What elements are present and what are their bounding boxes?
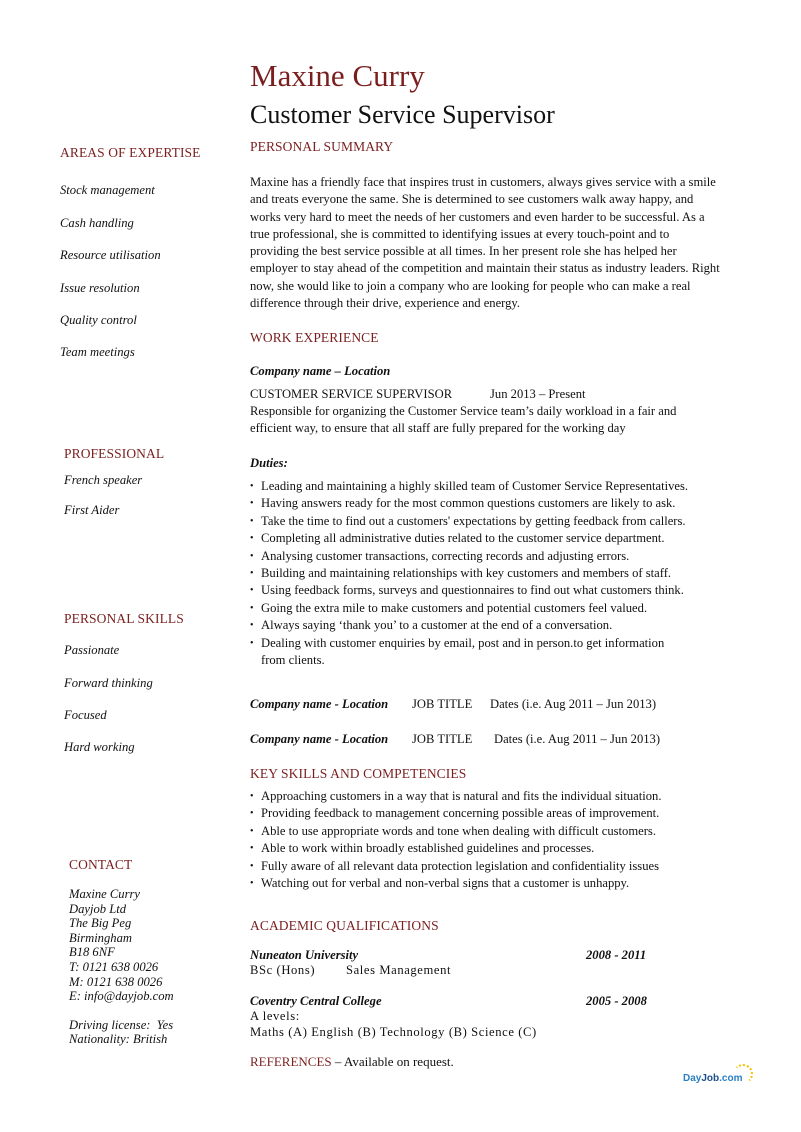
current-role: CUSTOMER SERVICE SUPERVISOR: [250, 387, 453, 401]
school-years: 2008 - 2011: [586, 948, 647, 962]
sun-icon: [733, 1064, 753, 1084]
expertise-item: Team meetings: [60, 345, 135, 359]
key-skills-list: [250, 788, 725, 892]
skill-item: Forward thinking: [64, 676, 153, 690]
references: [250, 1054, 454, 1070]
prev-dates: Dates (i.e. Aug 2011 – Jun 2013): [494, 732, 661, 746]
prev-title: JOB TITLE: [412, 697, 473, 711]
skill-item: Passionate: [64, 643, 120, 657]
contact-details: [69, 887, 174, 1047]
degree: BSc (Hons): [250, 963, 316, 977]
current-company: Company name – Location: [250, 364, 391, 378]
expertise-item: Issue resolution: [60, 281, 140, 295]
logo-job: Job: [701, 1073, 720, 1084]
key-skill-item: • Approaching customers in a way that is natural and fits the individual situation.: [250, 788, 725, 805]
a-levels-label: A levels:: [250, 1009, 300, 1023]
duty-item: • Completing all administrative duties related to the customer service department.: [250, 530, 725, 547]
references-heading: REFERENCES: [250, 1054, 332, 1069]
prev-dates: Dates (i.e. Aug 2011 – Jun 2013): [490, 697, 657, 711]
duty-item: • Analysing customer transactions, correcting records and adjusting errors.: [250, 548, 725, 565]
school-years: 2005 - 2008: [586, 994, 647, 1008]
key-skill-item: • Able to use appropriate words and tone when dealing with difficult customers.: [250, 823, 725, 840]
school-name: Nuneaton University: [250, 948, 359, 962]
expertise-heading: AREAS OF EXPERTISE: [60, 145, 201, 160]
contact-address: The Big Peg: [69, 916, 132, 931]
contact-heading: CONTACT: [69, 857, 133, 872]
expertise-item: Stock management: [60, 183, 155, 197]
duty-item: • Dealing with customer enquiries by email, post and in person.to get information from clients.: [250, 635, 691, 670]
contact-name: Maxine Curry: [69, 887, 140, 901]
contact-city: Birmingham: [69, 930, 132, 945]
degree-subject: Sales Management: [346, 963, 452, 977]
a-levels-grades: Maths (A) English (B) Technology (B) Science (C): [250, 1025, 537, 1039]
personal-skills-heading: PERSONAL SKILLS: [64, 611, 184, 626]
academic-heading: ACADEMIC QUALIFICATIONS: [250, 918, 439, 933]
contact-phone: T: 0121 638 0026: [69, 959, 159, 974]
professional-heading: PROFESSIONAL: [64, 446, 165, 461]
duties-list: [250, 478, 725, 669]
duty-item: • Leading and maintaining a highly skilled team of Customer Service Representatives.: [250, 478, 725, 495]
expertise-item: Quality control: [60, 313, 137, 327]
candidate-name: Maxine Curry: [250, 58, 425, 93]
key-skill-item: • Providing feedback to management concerning possible areas of improvement.: [250, 805, 725, 822]
duty-item: • Building and maintaining relationships with key customers and members of staff.: [250, 565, 725, 582]
nationality: Nationality: British: [69, 1032, 168, 1047]
professional-item: First Aider: [64, 503, 120, 517]
contact-company: Dayjob Ltd: [69, 901, 127, 916]
duty-item: • Take the time to find out a customers' expectations by getting feedback from callers.: [250, 513, 725, 530]
duty-item: • Having answers ready for the most common questions customers are likely to ask.: [250, 495, 725, 512]
duties-label: Duties:: [250, 456, 288, 470]
skill-item: Hard working: [64, 740, 135, 754]
duty-item: • Always saying ‘thank you’ to a customer at the end of a conversation.: [250, 617, 725, 634]
expertise-item: Cash handling: [60, 216, 134, 230]
work-heading: WORK EXPERIENCE: [250, 330, 379, 345]
references-text: – Available on request.: [331, 1054, 454, 1069]
key-skill-item: • Watching out for verbal and non-verbal signs that a customer is unhappy.: [250, 875, 725, 892]
summary-text: Maxine has a friendly face that inspires trust in customers, always gives service with a smile and treats everyone the same. She is determined to see customers walk away happy, and works very hard to meet the needs of her customers and even harder to be successful. As a true professional, she is committed to identifying issues at every touch-point and to providing the best service possible at all times. In her present role she has helped her employer to stay ahead of the competition and maintain their status as industry leaders. Right now, she would like to join a company who are looking for people who can make a real difference through their drive, experience and energy.: [250, 175, 720, 311]
current-dates: Jun 2013 – Present: [490, 387, 586, 401]
prev-company: Company name - Location: [250, 697, 389, 711]
driving-license: Driving license: Yes: [69, 1017, 174, 1032]
duty-item: • Going the extra mile to make customers and potential customers feel valued.: [250, 600, 725, 617]
contact-postcode: B18 6NF: [69, 945, 115, 960]
prev-company: Company name - Location: [250, 732, 389, 746]
key-skill-item: • Able to work within broadly established guidelines and processes.: [250, 840, 725, 857]
job-title: Customer Service Supervisor: [250, 100, 555, 129]
professional-item: French speaker: [64, 473, 143, 487]
duty-item: • Using feedback forms, surveys and questionnaires to find out what customers think.: [250, 582, 725, 599]
logo-day: Day: [683, 1073, 702, 1084]
logo-com: .com: [719, 1073, 743, 1084]
contact-mobile: M: 0121 638 0026: [69, 974, 163, 989]
expertise-item: Resource utilisation: [60, 248, 161, 262]
skill-item: Focused: [64, 708, 107, 722]
key-skills-heading: KEY SKILLS AND COMPETENCIES: [250, 766, 467, 781]
prev-title: JOB TITLE: [412, 732, 473, 746]
role-description: Responsible for organizing the Customer Service team’s daily workload in a fair and efficient way, to ensure that all staff are fully prepared for the working day: [250, 404, 677, 436]
contact-email[interactable]: E: info@dayjob.com: [69, 989, 174, 1004]
key-skill-item: • Fully aware of all relevant data protection legislation and confidentiality issues: [250, 858, 725, 875]
school-name: Coventry Central College: [250, 994, 382, 1008]
dayjob-logo: [683, 1073, 742, 1084]
summary-heading: PERSONAL SUMMARY: [250, 139, 394, 154]
